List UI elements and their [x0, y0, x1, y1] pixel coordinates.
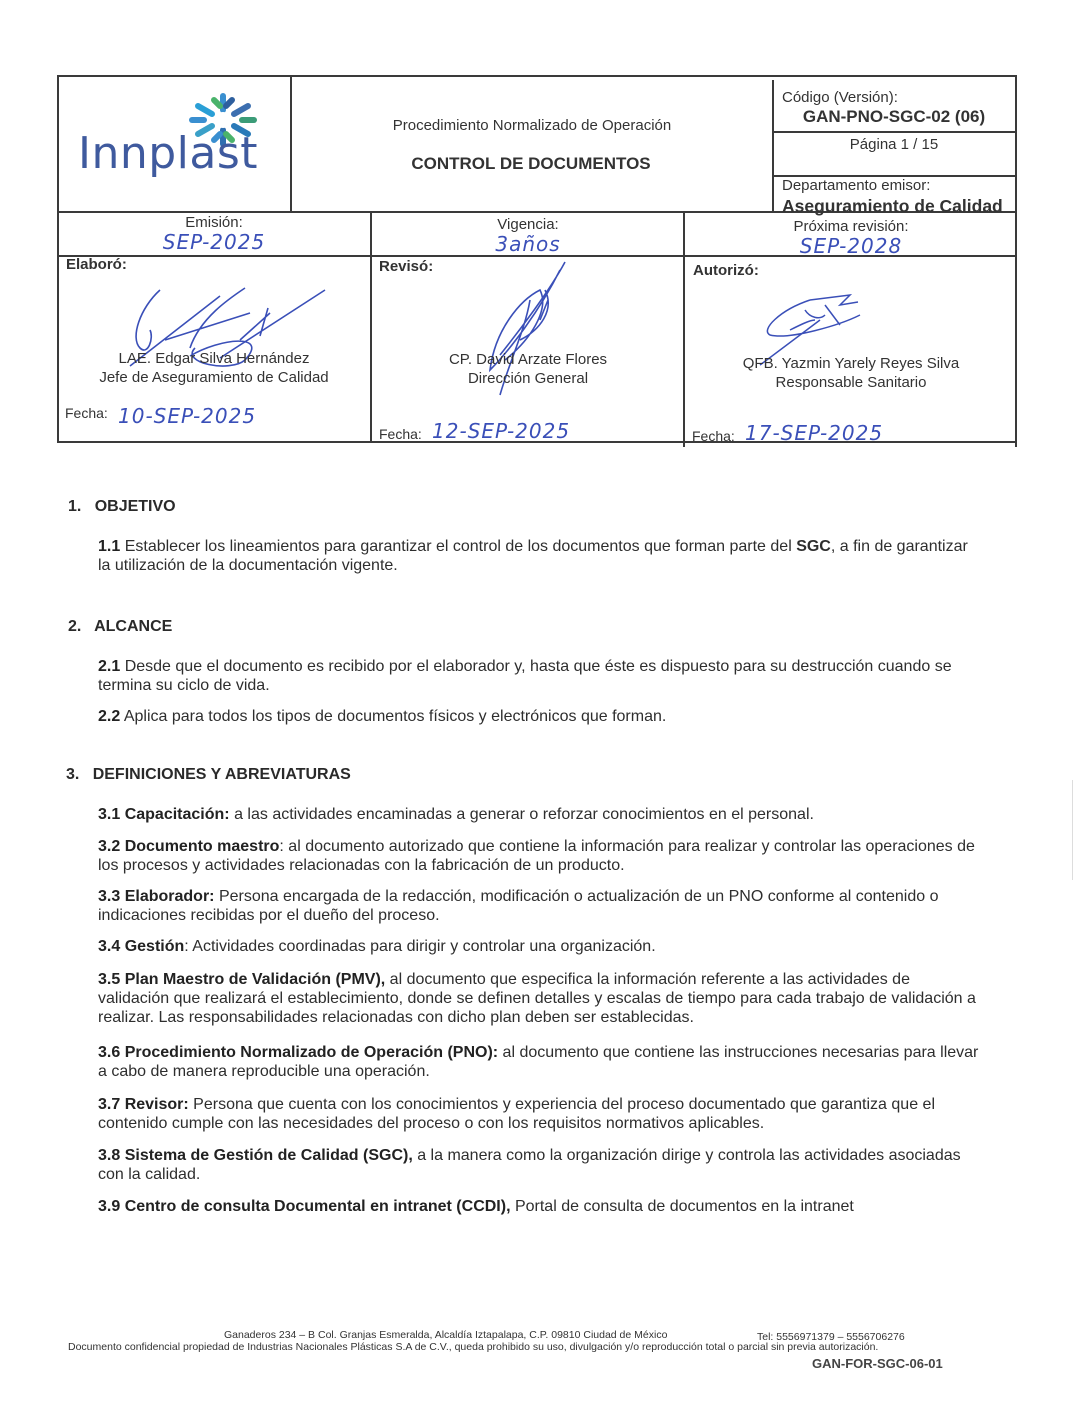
item-number: 1.1 [98, 538, 121, 555]
prepared-by-position: Jefe de Aseguramiento de Calidad [99, 369, 329, 386]
definition-term: Revisor: [124, 1096, 189, 1113]
item-bold: SGC [796, 538, 831, 555]
definition-term: Capacitación: [124, 806, 230, 823]
authorized-date-label: Fecha: [692, 428, 735, 444]
department-value: Aseguramiento de Calidad [782, 196, 1003, 216]
document-title: CONTROL DE DOCUMENTOS [411, 154, 651, 173]
footer-phone: Tel: 5556971379 – 5556706276 [757, 1331, 905, 1343]
definition-text: a la manera como la organización dirige y controla las actividades asociadas con la calidad. [98, 1147, 961, 1183]
validity-value: 3años [495, 232, 561, 256]
definition-item [98, 937, 983, 956]
reviewed-date-label: Fecha: [379, 426, 422, 442]
footer-address: Ganaderos 234 – B Col. Granjas Esmeralda, Alcaldía Iztapalapa, C.P. 09810 Ciudad de México [224, 1329, 668, 1341]
table-divider [772, 131, 1017, 133]
item-number: 3.7 [98, 1096, 121, 1113]
definition-term: Centro de consulta Documental en intranet (CCDI), [124, 1198, 511, 1215]
item-text: , a fin de garantizar la utilización de la documentación vigente. [98, 538, 968, 574]
definition-text: al documento que contiene las instrucciones necesarias para llevar a cabo de manera reproducible una operación. [98, 1044, 979, 1080]
section-title: ALCANCE [94, 618, 173, 635]
code-value: GAN-PNO-SGC-02 (06) [802, 107, 986, 126]
company-logo-text: Innplast [78, 128, 259, 179]
list-item [98, 537, 983, 575]
reviewed-by-name: CP. David Arzate Flores [448, 351, 608, 368]
scan-artifact [1072, 780, 1073, 880]
prepared-date-value: 10-SEP-2025 [118, 404, 257, 428]
table-border [57, 75, 1017, 77]
item-number: 3.9 [98, 1198, 121, 1215]
emission-value: SEP-2025 [162, 230, 266, 254]
definition-item [98, 1095, 983, 1133]
footer-confidential: Documento confidencial propiedad de Industrias Nacionales Plásticas S.A de C.V., queda prohibido su uso, divulgación y/o reproducción total o parcial sin previa autorización. [68, 1341, 879, 1353]
code-label: Código (Versión): [782, 89, 898, 106]
emission-label: Emisión: [185, 214, 243, 231]
item-text: Desde que el documento es recibido por el elaborador y, hasta que éste es dispuesto para su destrucción cuando se termina su ciclo de vida. [98, 658, 952, 694]
item-number: 2.1 [98, 658, 121, 675]
section-title: OBJETIVO [94, 498, 176, 515]
section-number: 3. [66, 766, 80, 783]
item-number: 3.8 [98, 1147, 121, 1164]
item-number: 3.5 [98, 971, 121, 988]
authorized-by-label: Autorizó: [693, 262, 759, 279]
definition-term: Plan Maestro de Validación (PMV), [124, 971, 386, 988]
definition-term: Elaborador: [124, 888, 215, 905]
definition-text: : al documento autorizado que contiene la información para realizar y controlar las operaciones de los procesos y actividades relacionadas con la fabricación de un producto. [98, 838, 975, 874]
definition-term: Gestión [124, 938, 185, 955]
section-number: 2. [68, 618, 82, 635]
definition-item [98, 1146, 983, 1184]
definition-item [98, 837, 983, 875]
reviewed-date-value: 12-SEP-2025 [432, 419, 571, 443]
list-item [98, 657, 983, 695]
definition-item [98, 805, 983, 824]
footer-form-code: GAN-FOR-SGC-06-01 [812, 1356, 943, 1371]
definition-term: Procedimiento Normalizado de Operación (PNO): [124, 1044, 499, 1061]
prepared-date-label: Fecha: [65, 405, 108, 421]
definition-term: Sistema de Gestión de Calidad (SGC), [124, 1147, 413, 1164]
section-heading [68, 618, 172, 636]
table-border [57, 75, 59, 441]
item-number: 3.4 [98, 938, 121, 955]
item-number: 3.1 [98, 806, 121, 823]
definition-text: Portal de consulta de documentos en la intranet [510, 1198, 854, 1215]
reviewed-by-label: Revisó: [379, 258, 434, 275]
section-title: DEFINICIONES Y ABREVIATURAS [92, 766, 351, 783]
authorized-by-position: Responsable Sanitario [775, 374, 927, 391]
prepared-by-name: LAE. Edgar Silva Hernández [118, 350, 310, 367]
reviewed-by-position: Dirección General [467, 370, 589, 387]
section-heading [66, 766, 351, 784]
procedure-type: Procedimiento Normalizado de Operación [392, 117, 672, 134]
definition-text: Persona encargada de la redacción, modificación o actualización de un PNO conforme al contenido o indicaciones recibidas por el dueño del proceso. [98, 888, 939, 924]
definition-item [98, 1197, 983, 1216]
table-divider [290, 75, 292, 212]
item-number: 3.6 [98, 1044, 121, 1061]
prepared-by-label: Elaboró: [66, 256, 127, 273]
list-item [98, 707, 983, 726]
department-label: Departamento emisor: [782, 177, 931, 194]
definition-item [98, 887, 983, 925]
item-text: Aplica para todos los tipos de documentos físicos y electrónicos que forman. [123, 708, 667, 725]
section-heading [68, 498, 176, 516]
page-number: Página 1 / 15 [849, 136, 939, 153]
item-number: 3.2 [98, 838, 121, 855]
item-number: 2.2 [98, 708, 121, 725]
item-text: Establecer los lineamientos para garantizar el control de los documentos que forman parte del [124, 538, 797, 555]
definition-text: a las actividades encaminadas a generar o reforzar conocimientos en el personal. [229, 806, 814, 823]
definition-item [98, 1043, 983, 1081]
definition-text: : Actividades coordinadas para dirigir y controlar una organización. [184, 938, 656, 955]
definition-text: Persona que cuenta con los conocimientos y experiencia del proceso documentado que garantiza que el contenido cumple con las necesidades del proceso o con los requisitos normativos aplicables. [98, 1096, 935, 1132]
item-number: 3.3 [98, 888, 121, 905]
section-number: 1. [68, 498, 82, 515]
next-review-value: SEP-2028 [799, 234, 903, 258]
next-review-label: Próxima revisión: [793, 218, 909, 235]
authorized-date-value: 17-SEP-2025 [745, 421, 884, 445]
definition-term: Documento maestro [124, 838, 280, 855]
validity-label: Vigencia: [497, 216, 559, 233]
authorized-by-name: QFB. Yazmin Yarely Reyes Silva [742, 355, 960, 372]
definition-item [98, 970, 983, 1027]
definition-text: al documento que especifica la información referente a las actividades de validación que realizará el establecimiento, donde se definen detalles y escalas de tiempo para cada trabajo de validación a realizar. Las responsabilidades relacionadas con dicho plan deben ser establecidas. [98, 971, 976, 1026]
